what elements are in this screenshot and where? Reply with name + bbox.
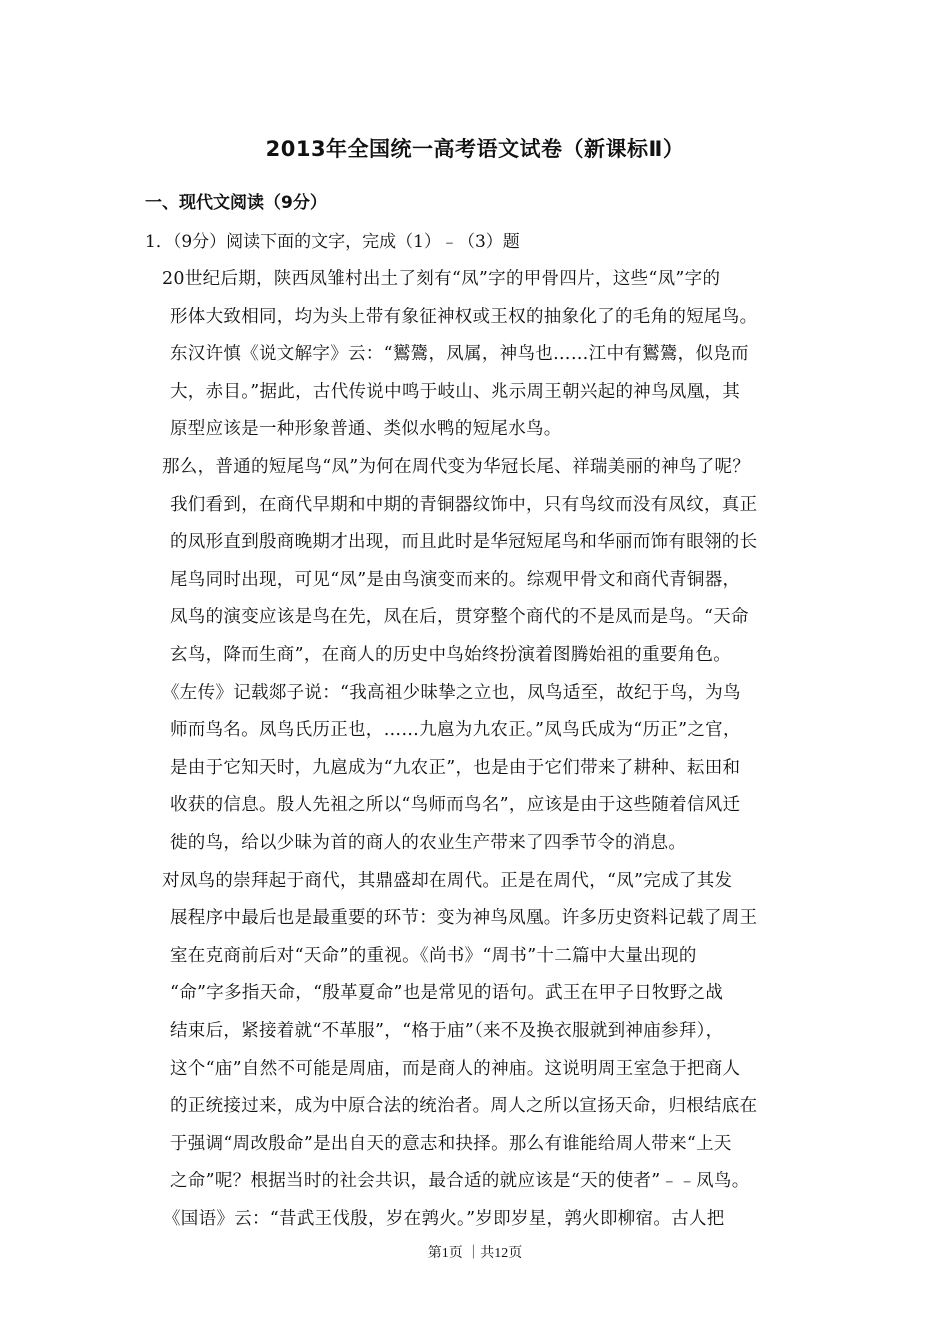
passage-line: 展程序中最后也是最重要的环节：变为神鸟凤凰。许多历史资料记载了周王 bbox=[170, 908, 758, 928]
paragraph-first-line: 《左传》记载郯子说：“我高祖少昧挚之立也，凤鸟适至，故纪于鸟，为鸟 bbox=[162, 683, 741, 703]
passage-line: 东汉许慎《说文解字》云：“鸑鷟，凤属，神鸟也……江中有鸑鷟，似凫而 bbox=[170, 344, 749, 364]
passage-line: “命”字多指天命，“殷革夏命”也是常见的语句。武王在甲子日牧野之战 bbox=[170, 983, 724, 1003]
passage-line: 大，赤目。”据此，古代传说中鸣于岐山、兆示周王朝兴起的神鸟凤凰，其 bbox=[170, 382, 741, 402]
passage-line: 玄鸟，降而生商”，在商人的历史中鸟始终扮演着图腾始祖的重要角色。 bbox=[170, 645, 732, 665]
page-footer: 第1页 ｜共12页 bbox=[427, 1246, 523, 1261]
passage-line: 形体大致相同，均为头上带有象征神权或王权的抽象化了的毛角的短尾鸟。 bbox=[170, 307, 758, 327]
passage-line: 凤鸟的演变应该是鸟在先，凤在后，贯穿整个商代的不是凤而是鸟。“天命 bbox=[170, 607, 749, 627]
page-title: 2013年全国统一高考语文试卷（新课标Ⅱ） bbox=[265, 137, 685, 161]
passage-line: 尾鸟同时出现，可见“凤”是由鸟演变而来的。综观甲骨文和商代青铜器， bbox=[170, 570, 741, 590]
passage-line: 师而鸟名。凤鸟氏历正也，……九扈为九农正。”凤鸟氏成为“历正”之官， bbox=[170, 720, 741, 740]
passage-line: 原型应该是一种形象普通、类似水鸭的短尾水鸟。 bbox=[170, 419, 562, 439]
passage-line: 之命”呢？根据当时的社会共识，最合适的就应该是“天的使者”﹣﹣凤鸟。 bbox=[170, 1171, 750, 1191]
passage-line: 室在克商前后对“天命”的重视。《尚书》“周书”十二篇中大量出现的 bbox=[170, 946, 697, 966]
section-heading: 一、现代文阅读（9分） bbox=[145, 193, 327, 213]
paragraph-first-line: 20世纪后期，陕西凤雏村出土了刻有“凤”字的甲骨四片，这些“凤”字的 bbox=[162, 269, 721, 289]
passage-line: 于强调“周改殷命”是出自天的意志和抉择。那么有谁能给周人带来“上天 bbox=[170, 1134, 732, 1154]
paragraph-first-line: 对凤鸟的崇拜起于商代，其鼎盛却在周代。正是在周代，“凤”完成了其发 bbox=[162, 871, 733, 891]
passage-line: 的正统接过来，成为中原合法的统治者。周人之所以宣扬天命，归根结底在 bbox=[170, 1096, 758, 1116]
passage-line: 是由于它知天时，九扈成为“九农正”，也是由于它们带来了耕种、耘田和 bbox=[170, 758, 741, 778]
passage-line: 徙的鸟，给以少昧为首的商人的农业生产带来了四季节令的消息。 bbox=[170, 833, 687, 853]
passage-line: 的凤形直到殷商晚期才出现，而且此时是华冠短尾鸟和华丽而饰有眼翎的长 bbox=[170, 532, 758, 552]
passage-line: 我们看到，在商代早期和中期的青铜器纹饰中，只有鸟纹而没有凤纹，真正 bbox=[170, 495, 758, 515]
passage-line: 收获的信息。殷人先祖之所以“鸟师而鸟名”，应该是由于这些随着信风迁 bbox=[170, 795, 741, 815]
passage-line: 《国语》云：“昔武王伐殷，岁在鹑火。”岁即岁星，鹑火即柳宿。古人把 bbox=[163, 1209, 725, 1229]
passage-line: 这个“庙”自然不可能是周庙，而是商人的神庙。这说明周王室急于把商人 bbox=[170, 1059, 741, 1079]
question-stem: 1．（9分）阅读下面的文字，完成（1）﹣（3）题 bbox=[145, 232, 520, 252]
passage-line: 结束后，紧接着就“不革服”，“格于庙”（来不及换衣服就到神庙参拜）， bbox=[170, 1021, 724, 1041]
paragraph-first-line: 那么，普通的短尾鸟“凤”为何在周代变为华冠长尾、祥瑞美丽的神鸟了呢？ bbox=[162, 457, 751, 477]
